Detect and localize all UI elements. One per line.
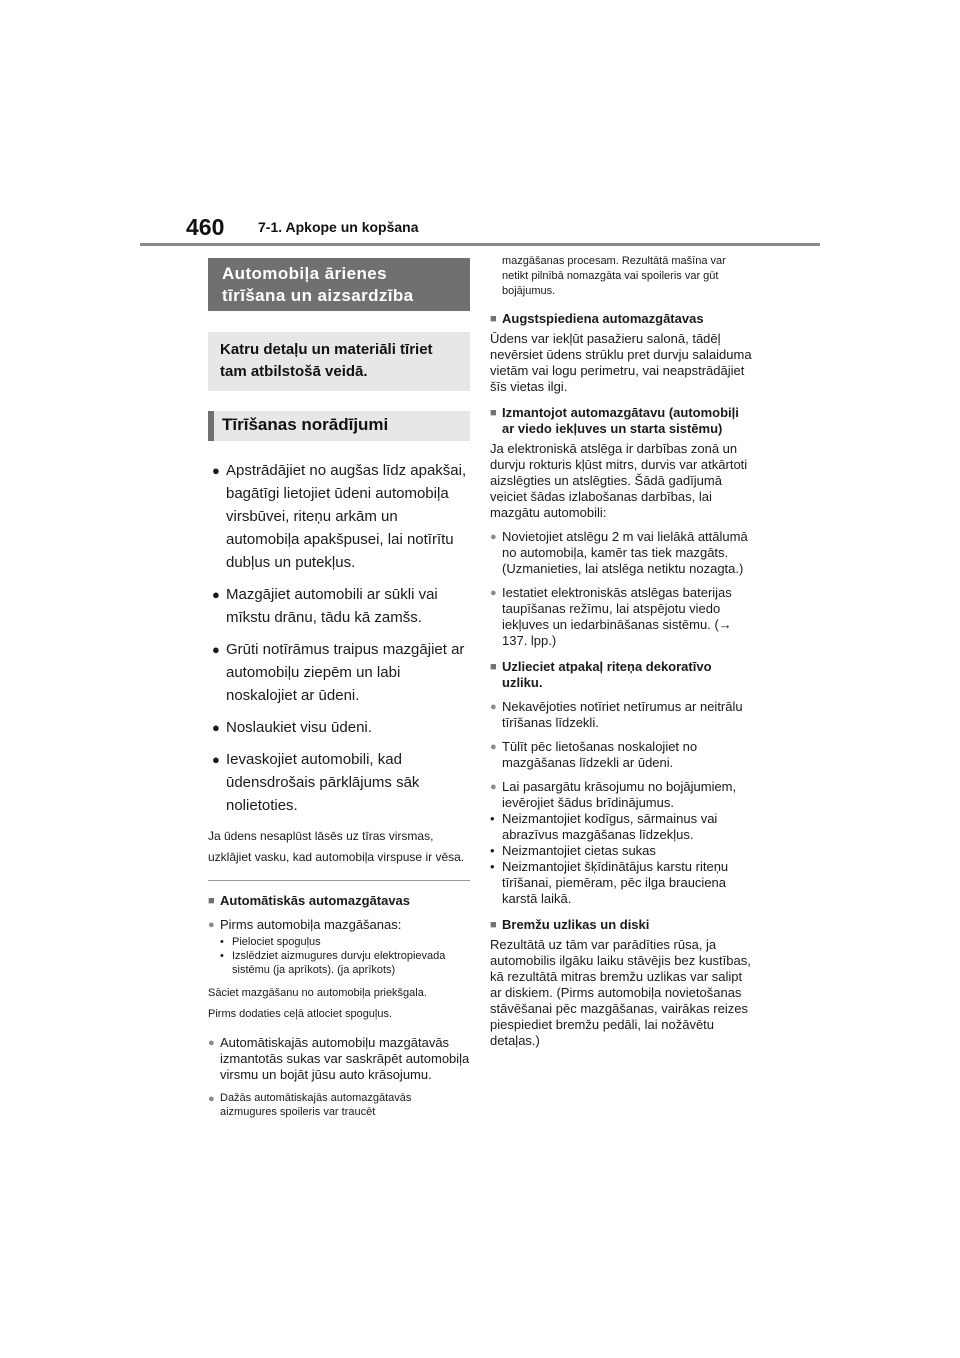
start-note: Sāciet mazgāšanu no automobiļa priekšgala. [208,987,427,999]
section-title: 7-1. Apkope un kopšana [258,219,419,235]
list-item: • Neizmantojiet šķīdinātājus karstu riteņu tīrīšanai, piemēram, pēc ilga brauciena karstā laikā. [490,859,729,906]
list-item [490,699,752,731]
circle-bullet-icon: ● [490,781,497,793]
hubcap-warnings-list [490,811,752,907]
list-item-text: Mazgājiet automobili ar sūkli vai mīkstu drānu, tādu kā zamšs. [226,586,438,626]
cleaning-instructions-heading: Tīrīšanas norādījumi [208,411,470,441]
list-item [490,529,752,577]
bullet-icon: ● [212,720,220,735]
bullet-icon: ● [212,463,220,478]
hubcap-heading [490,659,752,691]
circle-bullet-icon: ● [490,531,497,543]
list-item-text: Apstrādājiet no augšas līdz apakšai, bagātīgi lietojiet ūdeni automobiļa virsbūvei, riteņu arkām un automobiļa apakšpusei, lai notīrītu dubļus un putekļus. [226,462,467,571]
list-item [490,779,752,811]
high-pressure-text: Ūdens var iekļūt pasažieru salonā, tādēļ nevērsiet ūdens strūklu pret durvju salaiduma vietām vai logu perimetru, vai neapstrādājiet šīs vietas ilgi. [490,331,752,394]
circle-bullet-icon: ● [208,919,215,931]
list-item-text: Nekavējoties notīriet netīrumus ar neitrālu tīrīšanas līdzekli. [502,699,743,730]
spoiler-warning-continued: mazgāšanas procesam. Rezultātā mašīna var netikt pilnībā nomazgāta vai spoileris var gūt bojājumus. [502,255,726,297]
list-item [208,583,470,629]
list-item-text: Iestatiet elektroniskās atslēgas baterijas taupīšanas režīmu, lai atspējotu viedo iekļuves un iedarbināšanas sistēmu. (→ 137. lpp.) [502,585,732,648]
brush-warning: Automātiskajās automobiļu mazgātavās izmantotās sukas var saskrāpēt automobiļa virsmu un bojāt jūsu auto krāsojumu. [220,1035,470,1082]
high-pressure-heading [490,311,752,327]
auto-wash-heading-text: Automātiskās automazgātavas [220,893,411,908]
bullet-icon: ● [212,752,220,767]
brake-heading [490,917,752,933]
brake-heading-text: Bremžu uzlikas un diski [502,917,650,932]
before-wash-list [220,935,470,977]
circle-bullet-icon: ● [490,701,497,713]
mirror-note: Pirms dodaties ceļā atlociet spoguļus. [208,1008,393,1020]
smart-key-heading [490,405,752,437]
list-item [208,917,470,977]
square-bullet-icon: ■ [490,661,497,673]
circle-bullet-icon: ● [208,1037,215,1049]
smart-key-heading-text: Izmantojot automazgātavu (automobiļi ar viedo iekļuves un starta sistēmu) [502,405,739,436]
cleaning-bullets [208,459,470,817]
smart-key-text: Ja elektroniskā atslēga ir darbības zonā un durvju rokturis kļūst mitrs, durvis var atkārtoti aizslēgties un atslēgties. Šādā gadījumā veiciet šādas izlabošanas darbības, lai mazgātu automobili: [490,441,748,520]
list-item: • Izslēdziet aizmugures durvju elektropievada sistēmu (ja aprīkots). (ja aprīkots) [220,950,446,976]
brake-text: Rezultātā uz tām var parādīties rūsa, ja automobilis ilgāku laiku stāvējis bez kustības, kā rezultātā mitras bremžu uzlikas var salipt ar diskiem. (Pirms automobiļa novietošanas stāvēšanai pēc mazgāšanas, vairākas reizes piespiediet bremžu pedāli, lai nožāvētu detaļas.) [490,937,751,1048]
intro-line-2: tam atbilstošā veidā. [220,363,368,380]
intro-box [208,332,470,391]
circle-bullet-icon: ● [208,1093,215,1105]
list-item-text: Tūlīt pēc lietošanas noskalojiet no mazgāšanas līdzekli ar ūdeni. [502,739,698,770]
list-item-text: Ievaskojiet automobili, kad ūdensdrošais pārklājums sāk nolietoties. [226,751,420,814]
list-item [208,638,470,707]
before-wash-text: Pirms automobiļa mazgāšanas: [220,917,402,932]
square-bullet-icon: ■ [490,407,497,419]
bullet-icon: ● [212,642,220,657]
spoiler-warning: Dažās automātiskajās automazgātavās aizmugures spoileris var traucēt [220,1092,412,1118]
list-item-text: Lai pasargātu krāsojumu no bojājumiem, ievērojiet šādus brīdinājumus. [502,779,737,810]
list-item [490,585,752,649]
list-item: • Neizmantojiet cietas sukas [490,843,656,858]
square-bullet-icon: ■ [490,313,497,325]
list-item [208,716,470,739]
chapter-title-line-1: Automobiļa ārienes [222,264,387,283]
chapter-title-box [208,258,470,311]
square-bullet-icon: ■ [490,919,497,931]
list-item [208,459,470,574]
list-item [208,1091,470,1119]
page-number: 460 [186,214,225,240]
list-item [490,739,752,771]
auto-wash-heading [208,893,470,909]
circle-bullet-icon: ● [490,741,497,753]
list-item-text: Noslaukiet visu ūdeni. [226,719,372,736]
list-item [208,748,470,817]
right-column [490,254,752,1049]
section-divider [208,880,470,881]
wax-note: Ja ūdens nesaplūst lāsēs uz tīras virsmas, uzklājiet vasku, kad automobiļa virspuse ir vēsa. [208,829,465,864]
bullet-icon: ● [212,587,220,602]
list-item: • Pielociet spoguļus [220,936,321,948]
list-item: • Neizmantojiet kodīgus, sārmainus vai abrazīvus mazgāšanas līdzekļus. [490,811,718,842]
intro-line-1: Katru detaļu un materiāli tīriet [220,341,433,358]
list-item-text: Novietojiet atslēgu 2 m vai lielākā attālumā no automobiļa, kamēr tas tiek mazgāts. (Uzmanieties, lai atslēga netiktu nozagta.) [502,529,748,576]
left-column [208,258,470,1119]
circle-bullet-icon: ● [490,587,497,599]
high-pressure-heading-text: Augstspiediena automazgātavas [502,311,704,326]
hubcap-heading-text: Uzlieciet atpakaļ riteņa dekoratīvo uzliku. [502,659,712,690]
chapter-title-line-2: tīrīšana un aizsardzība [222,286,414,305]
list-item-text: Grūti notīrāmus traipus mazgājiet ar automobiļu ziepēm un labi noskalojiet ar ūdeni. [226,641,465,704]
square-bullet-icon: ■ [208,895,215,907]
header-divider [140,243,820,246]
list-item [208,1035,470,1083]
